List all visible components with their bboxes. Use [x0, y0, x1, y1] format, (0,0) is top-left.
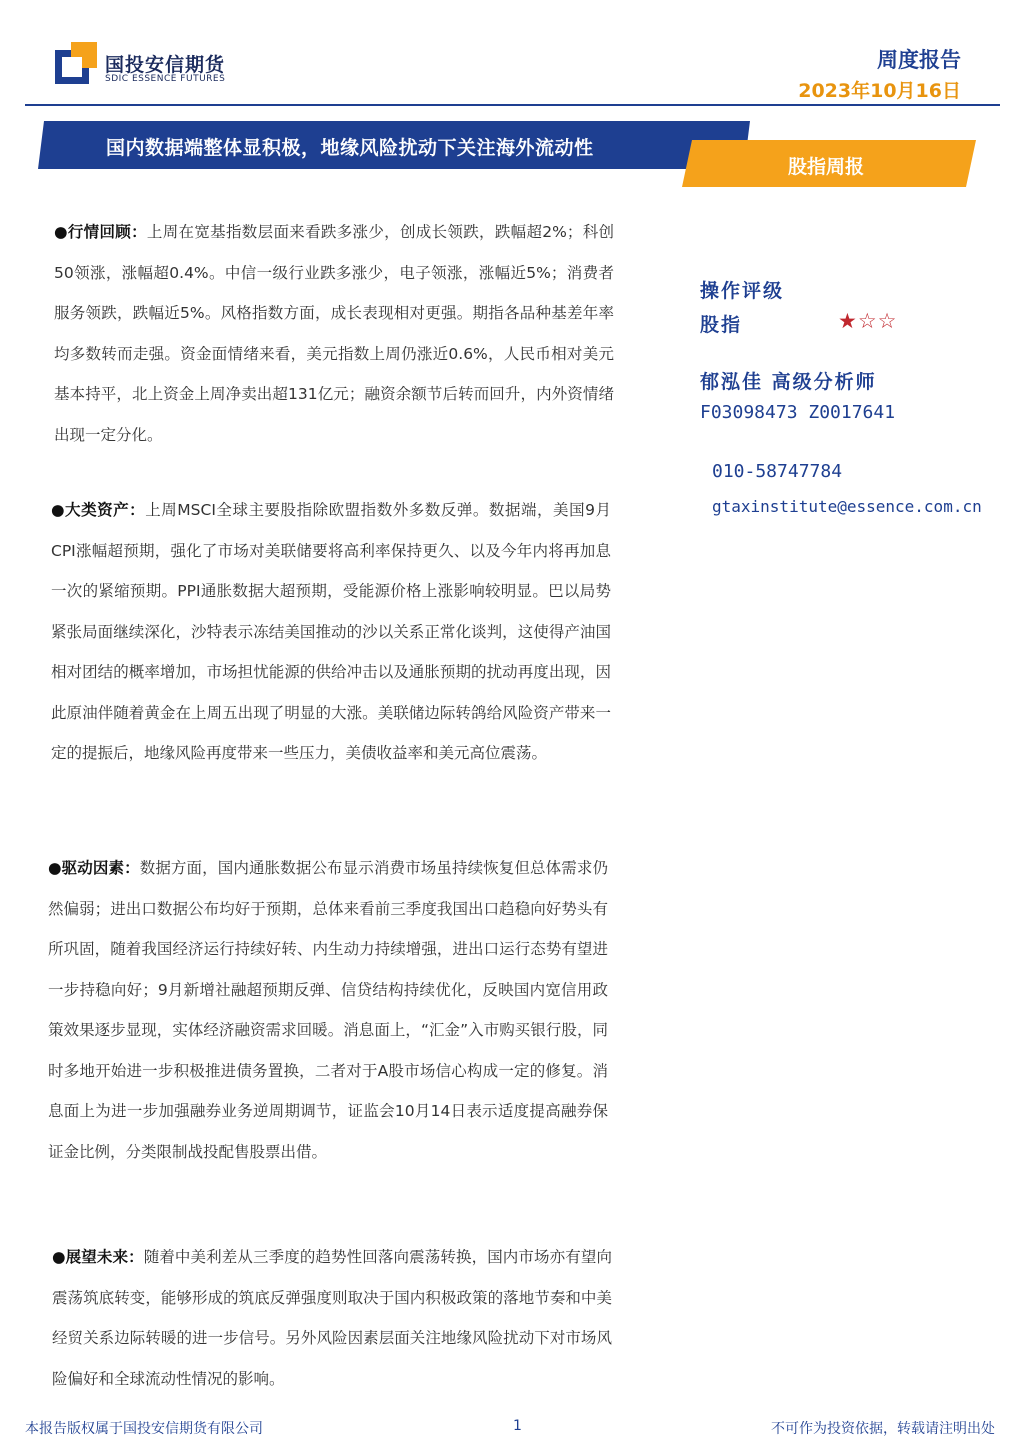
section-body: 数据方面，国内通胀数据公布显示消费市场虽持续恢复但总体需求仍然偏弱；进出口数据公布均好于预期，总体来看前三季度我国出口趋稳向好势头有所巩固，随着我国经济运行持续好转、内生动力持续增强，进出口运行态势有望进一步持稳向好；9月新增社融超预期反弹、信贷结构持续优化，反映国内宽信用政策效果逐步显现，实体经济融资需求回暖。消息面上，“汇金”入市购买银行股，同时多地开始进一步积极推进债务置换，二者对于A股市场信心构成一定的修复。消息面上为进一步加强融券业务逆周期调节，证监会10月14日表示适度提高融券保证金比例，分类限制战投配售股票出借。 — [48, 859, 608, 1161]
analyst-license: F03098473 Z0017641 — [700, 402, 896, 423]
rating-stars-icon: ★☆☆ — [838, 309, 898, 333]
header-divider — [25, 104, 1000, 106]
logo-mark-icon — [55, 42, 97, 84]
rating-title: 操作评级 — [700, 280, 785, 302]
report-type: 周度报告 — [877, 48, 961, 72]
logo-name-en: SDIC ESSENCE FUTURES — [105, 74, 226, 84]
section-body: 上周MSCI全球主要股指除欧盟指数外多数反弹。数据端，美国9月CPI涨幅超预期，强化了市场对美联储要将高利率保持更久、以及今年内将再加息一次的紧缩预期。PPI通胀数据大超预期，受能源价格上涨影响较明显。巴以局势紧张局面继续深化，沙特表示冻结美国推动的沙以关系正常化谈判，这使得产油国相对团结的概率增加，市场担忧能源的供给冲击以及通胀预期的扰动再度出现，因此原油伴随着黄金在上周五出现了明显的大涨。美联储边际转鸽给风险资产带来一定的提振后，地缘风险再度带来一些压力，美债收益率和美元高位震荡。 — [51, 501, 611, 762]
analyst-name: 郁泓佳 高级分析师 — [700, 371, 877, 393]
section-market-review — [54, 212, 614, 455]
company-logo — [55, 42, 255, 92]
section-drivers — [48, 848, 608, 1172]
section-body: 随着中美利差从三季度的趋势性回落向震荡转换，国内市场亦有望向震荡筑底转变，能够形成的筑底反弹强度则取决于国内积极政策的落地节奏和中美经贸关系边际转暖的进一步信号。另外风险因素层面关注地缘风险扰动下对市场风险偏好和全球流动性情况的影响。 — [52, 1248, 612, 1388]
category-tag: 股指周报 — [788, 156, 865, 178]
report-date: 2023年10月16日 — [798, 80, 961, 102]
section-heading: ●行情回顾： — [54, 223, 147, 241]
section-heading: ●展望未来： — [52, 1248, 144, 1266]
section-heading: ●大类资产： — [51, 501, 146, 519]
logo-name-cn: 国投安信期货 — [105, 54, 226, 76]
section-asset-classes — [51, 490, 611, 774]
report-title: 国内数据端整体显积极，地缘风险扰动下关注海外流动性 — [106, 137, 594, 159]
rating-item: 股指 — [700, 314, 743, 336]
contact-phone: 010-58747784 — [712, 461, 843, 482]
section-heading: ●驱动因素： — [48, 859, 140, 877]
contact-email[interactable]: gtaxinstitute@essence.com.cn — [712, 497, 982, 516]
footer-copyright: 本报告版权属于国投安信期货有限公司 — [25, 1421, 263, 1437]
footer-disclaimer: 不可作为投资依据，转载请注明出处 — [771, 1421, 995, 1437]
section-body: 上周在宽基指数层面来看跌多涨少，创成长领跌，跌幅超2%；科创50领涨，涨幅超0.4%。中信一级行业跌多涨少，电子领涨，涨幅近5%；消费者服务领跌，跌幅近5%。风格指数方面，成长表现相对更强。期指各品种基差年率均多数转而走强。资金面情绪来看，美元指数上周仍涨近0.6%，人民币相对美元基本持平，北上资金上周净卖出超131亿元；融资余额节后转而回升，内外资情绪出现一定分化。 — [54, 223, 615, 444]
page-number: 1 — [513, 1418, 522, 1434]
section-outlook — [52, 1237, 612, 1399]
